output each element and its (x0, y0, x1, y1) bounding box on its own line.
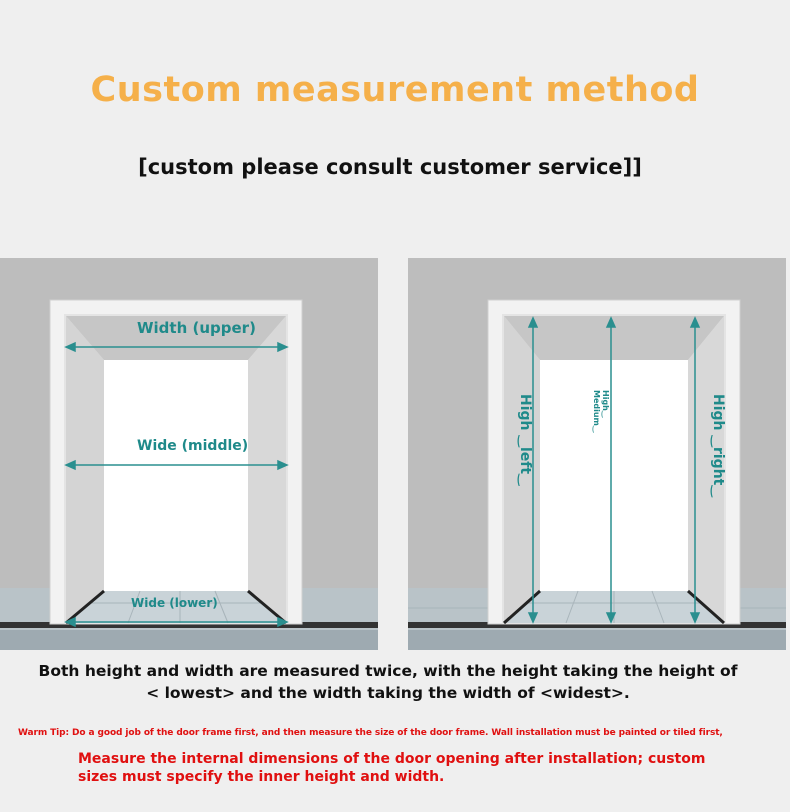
door-width-illustration (0, 258, 378, 650)
width-upper-label: Width (upper) (137, 319, 256, 337)
high-medium-label-1: High‿ (601, 390, 610, 418)
wide-middle-label: Wide (middle) (137, 438, 249, 454)
height-measurement-diagram (408, 258, 786, 650)
page-title: Custom measurement method (90, 70, 700, 110)
measure-after-install-note: Measure the internal dimensions of the door opening after installation; custom sizes must specify the inner height and width. (78, 751, 706, 785)
measurement-note: Both height and width are measured twice, with the height taking the height of < lowest> and the width taking the width of <widest>. (38, 662, 738, 702)
high-left-label: High ‿left‿ (517, 394, 533, 486)
high-right-label: High ‿right‿ (710, 394, 726, 497)
page-subtitle: [custom please consult customer service]] (138, 155, 642, 179)
warm-tip: Warm Tip: Do a good job of the door frame first, and then measure the size of the door frame. Wall installation must be painted or tiled first, (18, 728, 723, 738)
width-measurement-diagram (0, 258, 378, 650)
high-medium-label-2: Medium‿ (592, 390, 601, 433)
door-height-illustration (408, 258, 786, 650)
wide-lower-label: Wide (lower) (131, 596, 218, 610)
